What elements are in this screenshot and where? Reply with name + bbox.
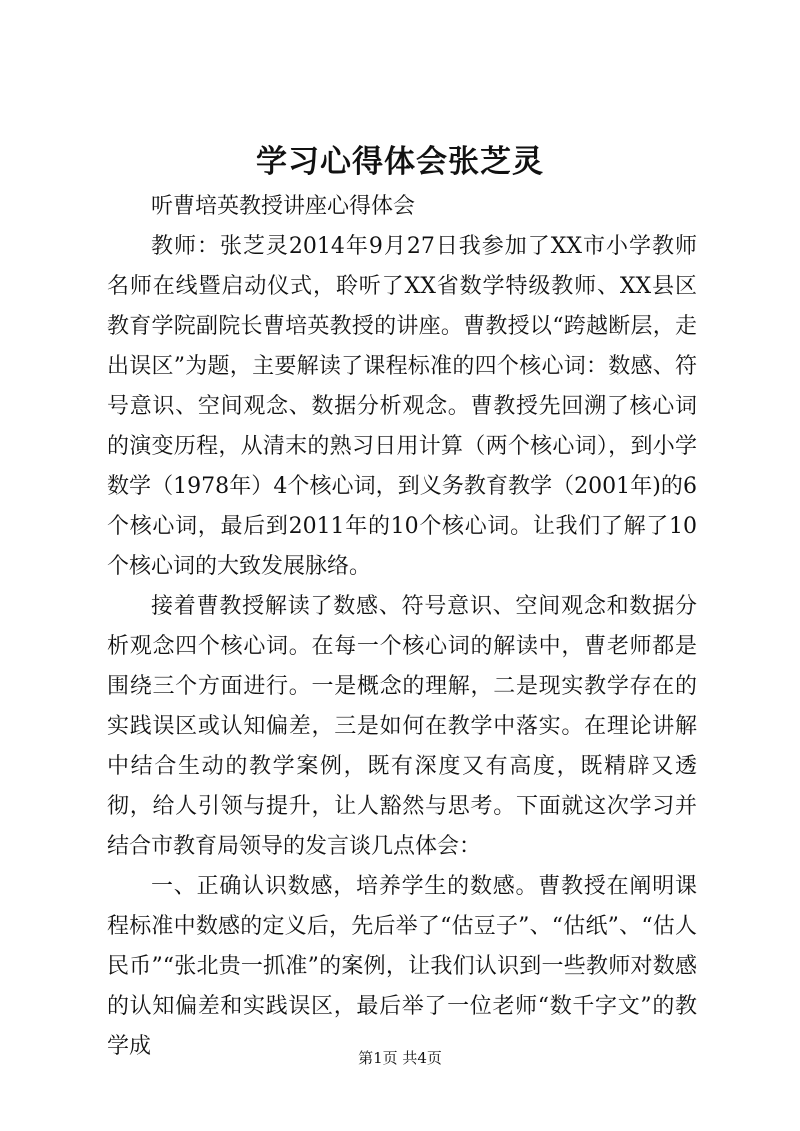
- page-number-footer: 第1页 共4页: [358, 1049, 442, 1067]
- document-title: 学习心得体会张芝灵: [256, 144, 544, 180]
- subtitle-paragraph: 听曹培英教授讲座心得体会: [151, 194, 416, 219]
- body-paragraph-3: 一、正确认识数感，培养学生的数感。曹教授在阐明课程标准中数感的定义后，先后举了“估豆子”、“估纸”、“估人民币”“张北贵一抓准”的案例，让我们认识到一些教师对数感的认知偏差和实践误区，最后举了一位老师“数千字文”的教学成: [107, 874, 697, 1059]
- document-body: [107, 187, 697, 1067]
- body-paragraph-1: 教师：张芝灵2014年9月27日我参加了XX市小学教师名师在线暨启动仪式，聆听了XX省数学特级教师、XX县区教育学院副院长曹培英教授的讲座。曹教授以“跨越断层，走出误区”为题，主要解读了课程标准的四个核心词：数感、符号意识、空间观念、数据分析观念。曹教授先回溯了核心词的演变历程，从清末的熟习日用计算（两个核心词），到小学数学（1978年）4个核心词，到义务教育教学（2001年)的6个核心词，最后到2011年的10个核心词。让我们了解了10个核心词的大致发展脉络。: [107, 234, 697, 579]
- body-paragraph-2: 接着曹教授解读了数感、符号意识、空间观念和数据分析观念四个核心词。在每一个核心词的解读中，曹老师都是围绕三个方面进行。一是概念的理解，二是现实教学存在的实践误区或认知偏差，三是如何在教学中落实。在理论讲解中结合生动的教学案例，既有深度又有高度，既精辟又透彻，给人引领与提升，让人豁然与思考。下面就这次学习并结合市教育局领导的发言谈几点体会：: [107, 594, 697, 859]
